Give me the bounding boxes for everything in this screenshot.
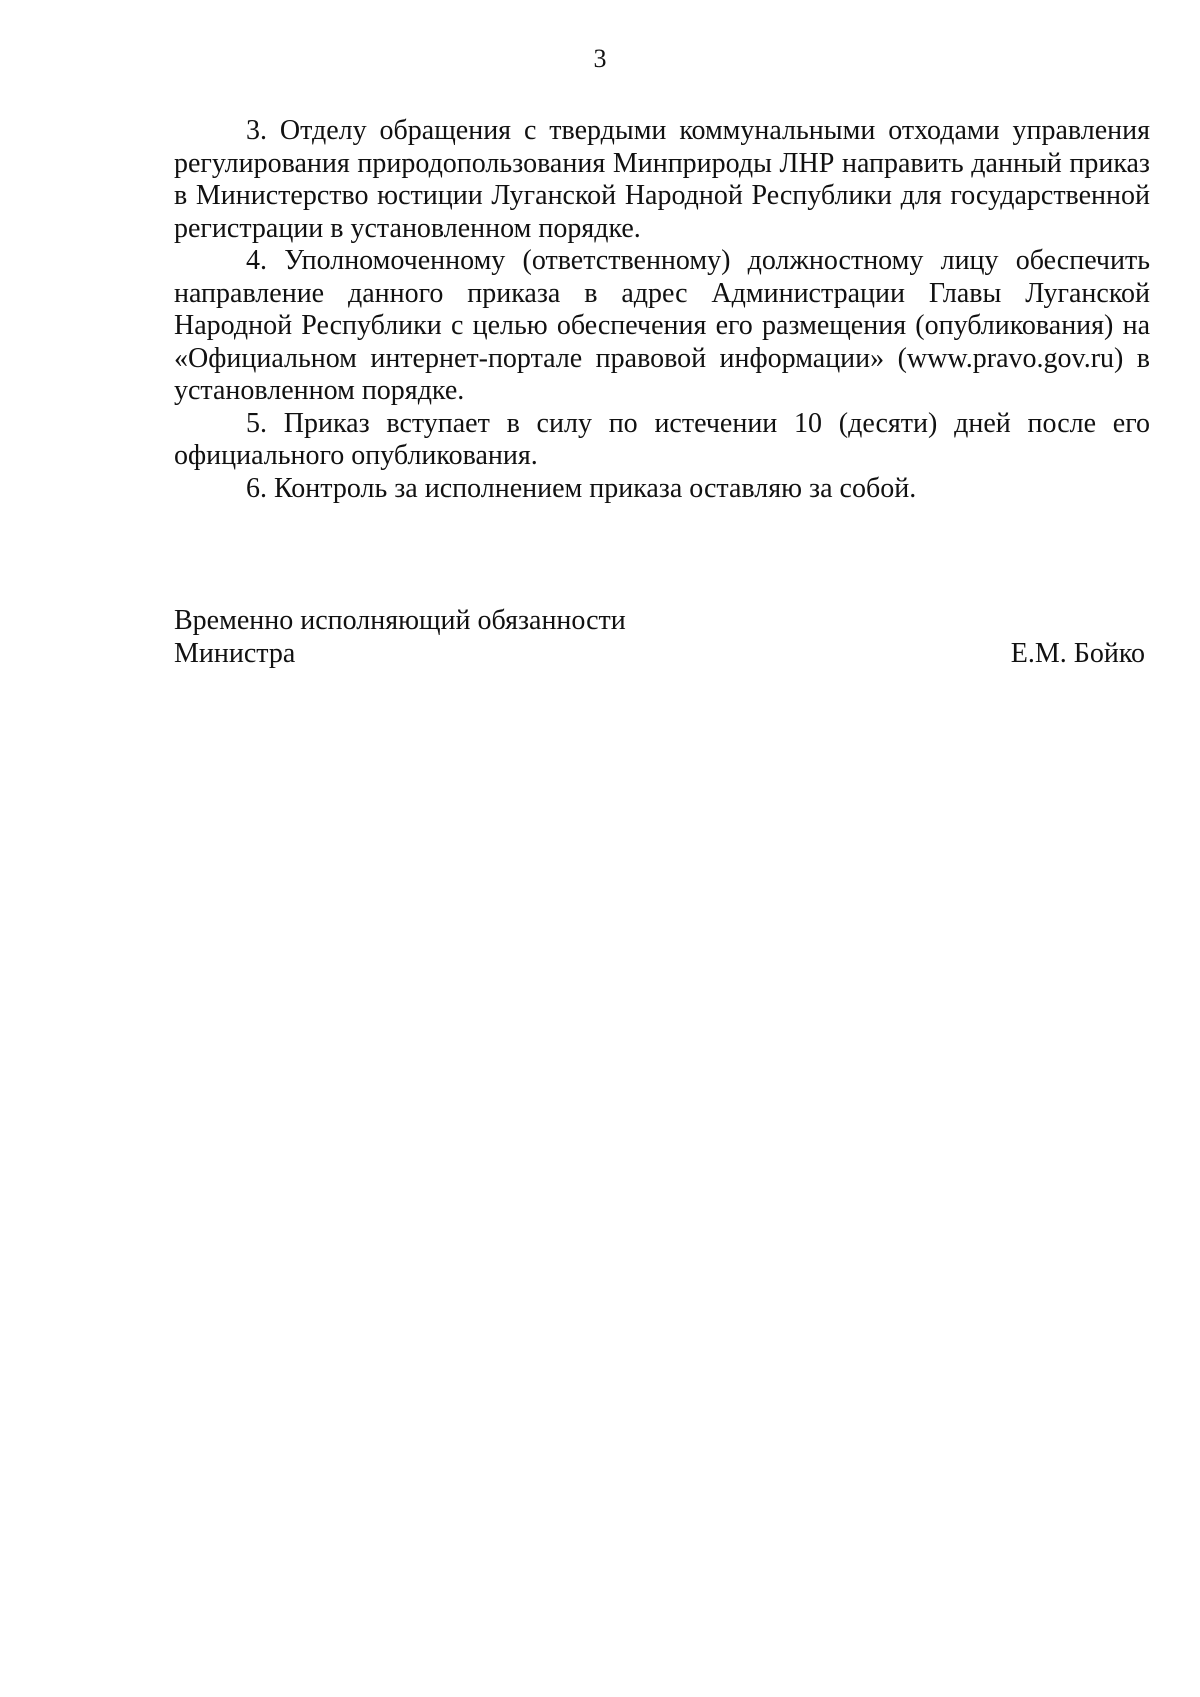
page-number: 3	[593, 44, 607, 73]
document-body	[174, 115, 1150, 505]
signature-block	[174, 605, 1150, 670]
paragraph-4: 4. Уполномоченному (ответственному) должностному лицу обеспечить направление данного приказа в адрес Администрации Главы Луганской Народной Республики с целью обеспечения его размещения (опубликования) на «Официальном интернет-портале правовой информации» (www.pravo.gov.ru) в установленном порядке.	[174, 245, 1150, 406]
paragraph-5: 5. Приказ вступает в силу по истечении 10 (десяти) дней после его официального опубликования.	[174, 407, 1150, 471]
signatory-name: Е.М. Бойко	[1010, 637, 1145, 669]
paragraph-6: 6. Контроль за исполнением приказа оставляю за собой.	[246, 472, 917, 504]
signature-line	[174, 638, 1150, 671]
signatory-position-line2: Министра	[174, 637, 296, 669]
paragraph-3: 3. Отделу обращения с твердыми коммунальными отходами управления регулирования природопользования Минприроды ЛНР направить данный приказ в Министерство юстиции Луганской Народной Республики для государственной регистрации в установленном порядке.	[174, 115, 1150, 244]
signatory-position-line1: Временно исполняющий обязанности	[174, 605, 626, 636]
